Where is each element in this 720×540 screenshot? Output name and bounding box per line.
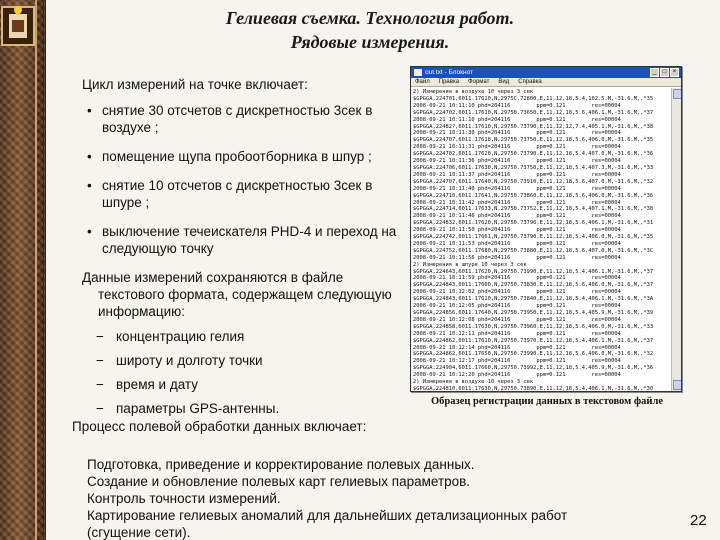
text-line: 2008-09-21 10:11:37 phd=204116 ppm=0.121 res=00004 [413, 171, 621, 178]
page-title [60, 6, 680, 54]
text-line: $GPGGA,22482?,6011.17610,N,29750.73790,E,11,12,12,7.4,405.1,M,-31.6,M,,*38 [413, 123, 654, 130]
text-line: 2008-09-21 10:11:31 phd=204116 ppm=0.121 res=00004 [413, 144, 621, 151]
text-line: 2008-09-21 10:11:59 phd=204116 ppm=0.121 res=00004 [413, 275, 621, 282]
list-item: Подготовка, приведение и корректирование полевых данных. [87, 457, 475, 472]
maximize-icon: □ [660, 68, 669, 77]
notepad-text-area [411, 88, 671, 391]
text-line: $GPGGA,224856,6011.17640,N,29750.73950,E,11,12,18,5.4,405.9,M,-31.6,M,,*39 [413, 310, 654, 316]
data-saved-text: Данные измерений сохраняются в файле текстового формата, содержащем следующую информацию: [82, 270, 392, 319]
text-line: 2008-09-21 10:11:50 phd=204116 ppm=0.121 res=00004 [413, 227, 621, 234]
cycle-bullet-list [82, 102, 402, 257]
minimize-icon: _ [650, 68, 659, 77]
list-item: Создание и обновление полевых карт гелиевых параметров. [87, 474, 471, 489]
menu-item-format: Формат [468, 79, 490, 85]
text-line: 2) Измерения в шпуре 10 через 3 сек [413, 261, 527, 268]
text-line: $GPGGA,224843,6011.17610,N,29750.73840,E,11,12,18,5.4,406.1,M,-31.6,M,,*3A [413, 296, 654, 303]
text-line: 2008-09-21 10:11:10 phd=204116 ppm=0.121 res=00004 [413, 102, 621, 109]
menu-item-help: Справка [518, 79, 542, 85]
text-line: 2008-09-21 10:11:53 phd=204116 ppm=0.121 res=00004 [413, 240, 621, 247]
text-line: $GPGGA,224810,6011.17630,N,29750.73890,E,11,12,18,5.4,406.1,M,-31.6,M,,*30 [413, 385, 654, 391]
scrollbar [671, 88, 681, 391]
text-line: $GPGGA,224707,6011.17618,N,29750.73750,E,11,12,18,5.6,406.0,M,-31.6,M,,*35 [413, 137, 654, 144]
notepad-title-bar [411, 67, 681, 78]
text-line: 2) Измерения в воздухе 10 через 3 сек [413, 379, 534, 386]
text-line: 2) Измерения в воздухе 10 через 3 сек [413, 89, 534, 95]
text-line: 2008-09-21 10:12:14 phd=204116 ppm=0.121 res=00004 [413, 344, 621, 351]
text-line: $GPGGA,224714,6011.17633,N,29750.73752,E,11,12,18,5.4,407.1,M,-31.6,M,,*38 [413, 206, 654, 213]
text-line: 2008-09-21 10:11:30 phd=204116 ppm=0.121 res=00004 [413, 130, 621, 137]
list-item: − широту и долготу точки [82, 352, 402, 369]
list-item: • снятие 10 отсчетов с дискретностью 3сек в шпуре ; [82, 177, 402, 211]
figure-caption: Образец регистрации данных в текстовом файле [430, 396, 664, 407]
text-line: $GPGGA,224858,6011.17630,N,29750.73960,E,11,12,18,5.6,406.0,M,-31.6,M,,*33 [413, 323, 654, 330]
menu-item-view: Вид [498, 79, 510, 85]
title-line-2: Рядовые измерения. [290, 32, 450, 52]
text-line: 2008-09-21 10:12:11 phd=204116 ppm=0.121 res=00004 [413, 330, 621, 337]
text-line: $GPGGA,224843,6011.17600,N,29750.73830,E,11,12,18,5.6,406.0,M,-31.6,M,,*37 [413, 282, 654, 289]
process-intro: Процесс полевой обработки данных включает: [72, 419, 367, 434]
text-line: $GPGGA,224706,6011.17630,N,29750.73750,E,11,12,18,5.4,407.3,M,-31.6,M,,*33 [413, 164, 654, 171]
menu-item-file: Файл [415, 79, 430, 85]
text-line: 2008-09-21 10:11:56 phd=204116 ppm=0.121 res=00004 [413, 254, 621, 261]
list-item: − концентрацию гелия [82, 328, 402, 345]
text-line: 2008-09-21 10:12:02 phd=204116 ppm=0.121 res=00004 [413, 289, 621, 296]
cycle-intro: Цикл измерений на точке включает: [82, 77, 308, 92]
notepad-screenshot [410, 66, 682, 392]
text-line: $GPGGA,224742,6011.17661,N,29750.73790,E,11,12,18,5.4,406.0,M,-31.6,M,,*35 [413, 234, 654, 241]
text-line: $GPGGA,224710,6011.17641,N,29750.73860,E,11,12,18,5.6,406.0,M,-31.6,M,,*36 [413, 192, 654, 199]
list-item: Контроль точности измерений. [87, 491, 281, 506]
text-line: 2008-09-21 10:11:36 phd=204116 ppm=0.121 res=00004 [413, 158, 621, 165]
text-line: $GPGGA,224702,6011.17610,N,29750.73650,E,11,12,18,5.6,406.1,M,-31.6,M,,*37 [413, 109, 654, 116]
text-line: $GPGGA,224904,6011.17660,N,29750.73992,E,11,12,18,5.4,405.9,M,-31.6,M,,*36 [413, 365, 654, 372]
text-line: 2008-09-21 10:12:20 phd=204116 ppm=0.121 res=00004 [413, 372, 621, 379]
data-info-list [82, 328, 402, 417]
text-line: 2008-09-21 10:11:40 phd=204116 ppm=0.121 res=00004 [413, 185, 621, 192]
notepad-title: out.txt - Блокнот [425, 69, 474, 76]
notepad-icon [414, 69, 422, 76]
title-line-1: Гелиевая съемка. Технология работ. [225, 8, 515, 28]
list-item: • выключение течеискателя PHD-4 и переход на следующую точку [82, 223, 402, 257]
page-number: 22 [690, 512, 707, 529]
text-line: $GPGGA,224643,6011.17620,N,29750.73990,E,11,12,18,5.4,406.1,M,-31.6,M,,*37 [413, 268, 654, 275]
decorative-border [0, 0, 46, 540]
list-item: − параметры GPS-антенны. [82, 400, 402, 417]
list-item: Картирование гелиевых аномалий для дальнейших детализационных работ (сгущение сети). [87, 508, 568, 540]
text-line: 2008-09-21 10:11:42 phd=204116 ppm=0.121 res=00004 [413, 199, 621, 206]
measurement-cycle-section [82, 76, 402, 424]
text-line: 2008-09-21 10:11:10 phd=204116 ppm=0.121 res=00004 [413, 116, 621, 123]
text-line: 2008-09-21 10:12:05 phd=204116 ppm=0.121 res=00004 [413, 303, 621, 310]
logo-icon [1, 6, 35, 46]
close-icon: × [670, 68, 679, 77]
list-item: • помещение щупа пробоотборника в шпур ; [82, 148, 402, 165]
menu-item-edit: Правка [438, 79, 460, 85]
text-line: $GPGGA,224862,6011.17650,N,29750.73990,E,11,12,18,5.6,406.0,M,-31.6,M,,*32 [413, 351, 654, 358]
text-line: 2008-09-21 10:12:17 phd=204116 ppm=0.121 res=00004 [413, 358, 621, 365]
text-line: $GPGGA,224702,6011.17620,N,29750.73790,E,11,12,18,5.4,407.0,M,-31.6,M,,*36 [413, 151, 654, 158]
text-line: $GPGGA,224832,6011.17620,N,29750.73796,E,11,12,18,5.6,406.1,M,-31.6,M,,*31 [413, 220, 654, 227]
list-item: • снятие 30 отсчетов с дискретностью 3сек в воздухе ; [82, 102, 402, 136]
notepad-menu-bar [411, 78, 681, 87]
process-steps [87, 456, 607, 540]
text-line: $GPGGA,224862,6011.17610,N,29750.73970,E,11,12,18,5.4,406.1,M,-31.6,M,,*37 [413, 337, 654, 344]
text-line: $GPGGA,224707,6011.17640,N,29750.73910,E,11,12,18,5.6,407.0,M,-31.6,M,,*32 [413, 178, 654, 185]
text-line: $GPGGA,224752,6011.17680,N,29750.73880,E,11,12,18,5.6,407.0,M,-31.6,M,,*3C [413, 247, 654, 254]
text-line: 2008-09-21 10:11:46 phd=204116 ppm=0.121 res=00004 [413, 213, 621, 220]
text-line: $GPGGA,224701,6011.17610,N,2975C.72800,E,11,12,18,5.4,102.5,M,-31.6,M,,*35 [413, 95, 654, 102]
list-item: − время и дату [82, 376, 402, 393]
text-line: 2008-09-21 10:12:08 phd=204116 ppm=0.121 res=00004 [413, 316, 621, 323]
